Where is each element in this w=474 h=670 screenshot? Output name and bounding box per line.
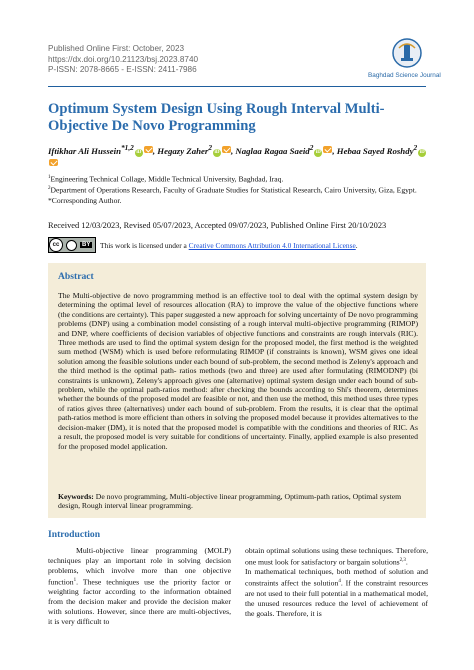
author-name[interactable]: Iftikhar Ali Hussein <box>48 145 122 156</box>
submission-dates: Received 12/03/2023, Revised 05/07/2023, Accepted 09/07/2023, Published Online First 20/10/2023 <box>48 221 387 230</box>
intro-right-p1: obtain optimal solutions using these techniques. Therefore, one must look for satisfactory or bargain solutions$^{2,3}$. <box>245 546 428 567</box>
intro-left-column <box>48 546 231 627</box>
keywords-label: Keywords: <box>58 492 94 501</box>
cc-by-badge-icon[interactable] <box>48 237 96 253</box>
orcid-icon[interactable]: iD <box>315 149 321 155</box>
orcid-icon[interactable]: iD <box>214 149 220 155</box>
license-link[interactable]: Creative Commons Attribution 4.0 International License <box>188 240 356 250</box>
header-meta <box>48 44 198 76</box>
abstract-heading: Abstract <box>58 271 94 282</box>
license-end: . <box>355 240 358 250</box>
person-icon <box>66 240 77 251</box>
email-icon[interactable] <box>323 146 332 153</box>
cc-icon: cc <box>49 238 63 252</box>
keywords <box>58 492 418 511</box>
intro-right-p2: In mathematical techniques, both method of solution and constraints affect the solution$^4$. If the constraint resources are not used to their full potential in a mathematical model, the unused resources reduce the level of achievement of the goals. Therefore, it is <box>245 567 429 618</box>
author-sup: 2 <box>309 143 314 152</box>
author-sup: 2 <box>413 143 418 152</box>
email-icon[interactable] <box>144 146 153 153</box>
issn: P-ISSN: 2078-8665 - E-ISSN: 2411-7986 <box>48 65 197 74</box>
license-text: This work is licensed under a <box>100 240 189 250</box>
orcid-icon[interactable]: iD <box>419 149 425 155</box>
citation[interactable]: 1 <box>73 577 77 583</box>
email-icon[interactable] <box>49 159 58 166</box>
journal-logo-icon <box>390 36 424 74</box>
author-list: Iftikhar Ali Hussein$^{*1,2}$iD , Hegazy Zaher$^2$iD , Naglaa Ragaa Saeid$^2$iD , Hebaa Sayed Roshdy$^2$iD <box>48 141 428 171</box>
keywords-text: De novo programming, Multi-objective linear programming, Optimum-path ratios, Optimal system design, Rough interval linear programming. <box>58 492 402 511</box>
author-sup: *1,2 <box>121 143 134 152</box>
intro-right-column <box>245 546 428 618</box>
affiliations <box>48 173 428 205</box>
header-divider <box>48 86 426 87</box>
citation[interactable]: 4 <box>338 579 341 585</box>
intro-left-text: Multi-objective linear programming (MOLP) techniques play an important role in solving decision problems, which involve more than one objective function <box>48 546 231 587</box>
journal-name: Baghdad Science Journal <box>368 72 441 79</box>
paper-title: Optimum System Design Using Rough Interval Multi-Objective De Novo Programming <box>48 101 385 134</box>
published-date: Published Online First: October, 2023 <box>48 44 185 53</box>
corresponding-note: *Corresponding Author. <box>48 195 122 205</box>
author-name[interactable]: Hegazy Zaher <box>157 145 209 156</box>
orcid-icon[interactable]: iD <box>136 149 142 155</box>
email-icon[interactable] <box>222 146 231 153</box>
abstract-text: The Multi-objective de novo programming method is an effective tool to deal with the optimal system design by determining the optimal level of resources allocation (RA) to improve the value of the objective functions where (the conditions are certainty). This paper suggested a new approach for solving uncertainty of De novo programming problems (DNP) using a combination model consisting of a rough interval multi-objective programming (RIMOP) and DNP, where coefficients of decision variables of objective functions and constraints are rough intervals (RIC). Three methods are used to find the optimal system design for the proposed model, the first method is the weighted sum method (WSM) which is used before reformulating RIMOP (if constraints is known), WSM gives one ideal solution among the feasible solutions under each bound of sub-problem, the second method is Zeleny's approach and the third method is the optimal path- ratios methods (two and three) are used after formulating (RIMODNP) (bi constraints is unknown), Zeleny's approach gives one (alternative) optimal system design under each bound of sub-problem, while the optimal path-ratios method: after checking the bounds according to Shi's theorem, determines whether the bounds of the proposed model are feasible or not, and then use the method, this method uses three types of ratios gives three (alternatives) under each bound of sub-problem. From the results, it is clear that the optimal path-ratios method is more efficient than others in solving the proposed model because it provides alternatives to the decision-maker (DM), it is noted that the proposed model is compatible with the conditions and theories of RIC. As a result, the proposed model is very suitable for conditions of uncertainty. Finally, applied example is also presented for the proposed model application. <box>58 291 418 451</box>
introduction-heading: Introduction <box>48 529 101 540</box>
author-name[interactable]: Naglaa Ragaa Saeid <box>235 145 310 156</box>
author-sup: 2 <box>208 143 212 152</box>
author-name[interactable]: Hebaa Sayed Roshdy <box>336 145 414 156</box>
license-line <box>48 237 358 253</box>
affiliation-1: $^1$Engineering Technical Collage, Middle Technical University, Baghdad, Iraq. <box>48 174 284 184</box>
by-label: BY <box>82 242 91 248</box>
affiliation-2: $^2$Department of Operations Research, Faculty of Graduate Studies for Statistical Research, Cairo University, Giza, Egypt. <box>48 185 417 195</box>
intro-left-text-rest: . These techniques use the priority factor or weighting factor according to the information obtained from the decision maker and provide the decision maker with solutions. However, since there are multi-objectives, it is very difficult to <box>48 577 231 626</box>
doi-link[interactable]: https://dx.doi.org/10.21123/bsj.2023.8740 <box>48 54 199 64</box>
citation[interactable]: 2,3 <box>399 557 406 563</box>
